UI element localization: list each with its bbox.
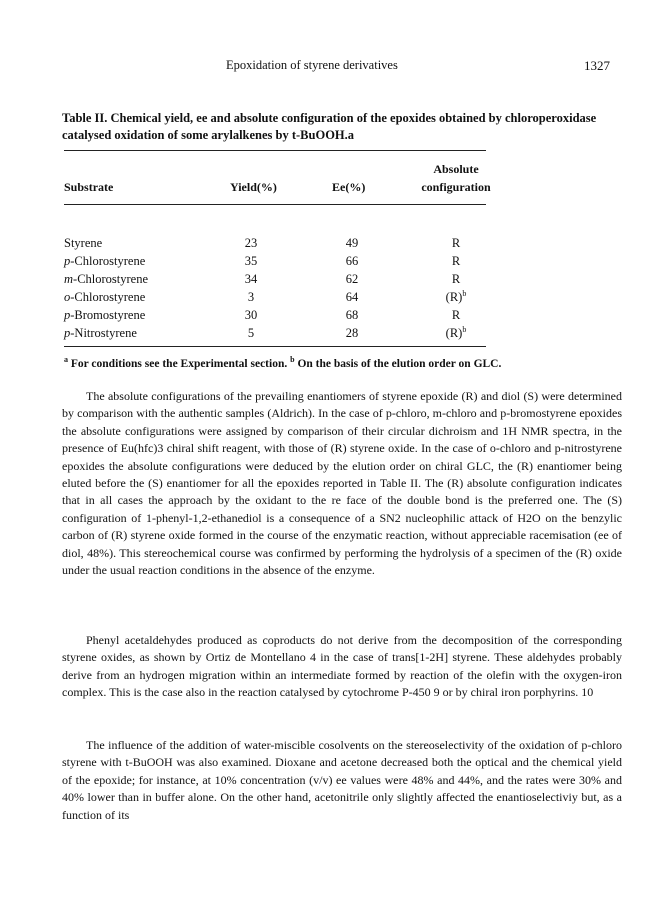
config-value: R <box>451 236 461 250</box>
table-row <box>0 272 672 288</box>
ee-cell: 49 <box>345 236 359 250</box>
col-config-line2: configuration <box>421 180 491 194</box>
ee-cell: 68 <box>345 308 359 322</box>
paragraph-1 <box>62 388 622 579</box>
table-caption <box>62 110 622 144</box>
yield-cell: 5 <box>247 326 255 340</box>
table-row <box>0 308 672 324</box>
config-cell <box>432 272 480 287</box>
yield-cell: 34 <box>244 272 258 286</box>
table-row <box>0 236 672 252</box>
col-yield: Yield(%) <box>230 180 277 194</box>
substrate-cell <box>64 236 102 251</box>
config-cell <box>432 326 480 341</box>
ee-cell: 28 <box>345 326 359 340</box>
table-header-rule <box>64 204 486 205</box>
footnote-b-mark: b <box>290 355 295 365</box>
config-cell <box>432 254 480 269</box>
table-caption-text: Table II. Chemical yield, ee and absolute configuration of the epoxides obtained by chloroperoxidase catalysed oxidation of some arylalkenes by t-BuOOH.a <box>62 111 597 142</box>
running-title: Epoxidation of styrene derivatives <box>226 58 398 72</box>
substrate-prefix: p- <box>64 308 75 322</box>
table-row <box>0 326 672 342</box>
footnote-b: On the basis of the elution order on GLC. <box>297 358 502 370</box>
page-number: 1327 <box>584 58 610 73</box>
substrate-name: Chlorostyrene <box>74 254 146 268</box>
col-ee: Ee(%) <box>332 180 366 194</box>
yield-cell: 3 <box>247 290 255 304</box>
yield-cell: 30 <box>244 308 258 322</box>
paragraph-2-text: Phenyl acetaldehydes produced as coproducts do not derive from the decomposition of the corresponding styrene oxides, as shown by Ortiz de Montellano 4 in the case of trans[1-2H] styrene. These aldehydes probably derive from an hydrogen migration within an intermediate formed by reaction of the olefin with the oxygen-iron complex. This is the case also in the reaction catalysed by cytochrome P-450 9 or by chiral iron porphyrins. 10 <box>62 633 622 700</box>
config-footnote-mark: b <box>462 288 467 298</box>
config-value: (R) <box>445 290 463 304</box>
ee-cell: 66 <box>345 254 359 268</box>
footnote-a-mark: a <box>64 355 68 365</box>
substrate-name: Nitrostyrene <box>74 326 137 340</box>
substrate-prefix: m- <box>64 272 78 286</box>
substrate-name: Chlorostyrene <box>77 272 149 286</box>
config-cell <box>432 290 480 305</box>
paragraph-3 <box>62 737 622 824</box>
ee-cell: 62 <box>345 272 359 286</box>
paragraph-2 <box>62 632 622 702</box>
substrate-cell <box>64 254 145 269</box>
config-value: R <box>451 254 461 268</box>
table-row <box>0 290 672 306</box>
substrate-prefix: p- <box>64 254 75 268</box>
config-value: R <box>451 272 461 286</box>
config-value: R <box>451 308 461 322</box>
table-bottom-rule <box>64 346 486 347</box>
paragraph-1-text: The absolute configurations of the prevailing enantiomers of styrene epoxide (R) and diol (S) were determined by comparison with the authentic samples (Aldrich). In the case of p-chloro, m-chloro and p-bromostyrene epoxides the absolute configurations were assigned by comparison of their circular dichroism and 1H NMR spectra, in the presence of Eu(hfc)3 chiral shift reagent, with those of (R) styrene oxide. In the case of o-chloro and p-nitrostyrene epoxides the absolute configurations were deduced by the elution order on chiral GLC, the (R) enantiomer being eluted before the (S) enantiomer for all the epoxides reported in Table II. The (R) absolute configuration indicates that in all cases the approach by the oxidant to the re face of the double bond is the preferred one. The (S) configuration of 1-phenyl-1,2-ethanediol is a consequence of a SN2 nucleophilic attack of H2O on the benzylic carbon of (R) styrene oxide formed in the course of the enzymatic reaction, without appreciable racemisation (ee of diol, 48%). This stereochemical course was confirmed by performing the hydrolysis of a specimen of the (R) oxide under the usual reaction conditions in the absence of the enzyme. <box>62 389 622 578</box>
substrate-name: Chlorostyrene <box>74 290 146 304</box>
yield-cell: 23 <box>244 236 258 250</box>
substrate-cell <box>64 308 145 323</box>
config-footnote-mark: b <box>462 324 467 334</box>
substrate-cell <box>64 290 145 305</box>
table-footnotes <box>64 355 502 370</box>
ee-cell: 64 <box>345 290 359 304</box>
config-cell <box>432 308 480 323</box>
substrate-name: Bromostyrene <box>74 308 146 322</box>
col-substrate: Substrate <box>64 180 114 194</box>
substrate-cell <box>64 326 137 341</box>
yield-cell: 35 <box>244 254 258 268</box>
paragraph-3-text: The influence of the addition of water-miscible cosolvents on the stereoselectivity of the oxidation of p-chloro styrene with t-BuOOH was also examined. Dioxane and acetone decreased both the optical and the chemical yield of the epoxide; for instance, at 10% concentration (v/v) ee values were 48% and 44%, and the rates were 30% and 40% lower than in buffer alone. On the other hand, acetonitrile only slightly affected the enantioselectiviy but, as a function of its <box>62 738 622 822</box>
table-row <box>0 254 672 270</box>
footnote-a: For conditions see the Experimental section. <box>70 358 288 370</box>
substrate-prefix: o- <box>64 290 75 304</box>
substrate-prefix: p- <box>64 326 75 340</box>
substrate-cell <box>64 272 148 287</box>
substrate-name: Styrene <box>64 236 103 250</box>
config-cell <box>432 236 480 251</box>
col-config-line1: Absolute <box>433 162 479 176</box>
table-top-rule <box>64 150 486 151</box>
config-value: (R) <box>445 326 463 340</box>
